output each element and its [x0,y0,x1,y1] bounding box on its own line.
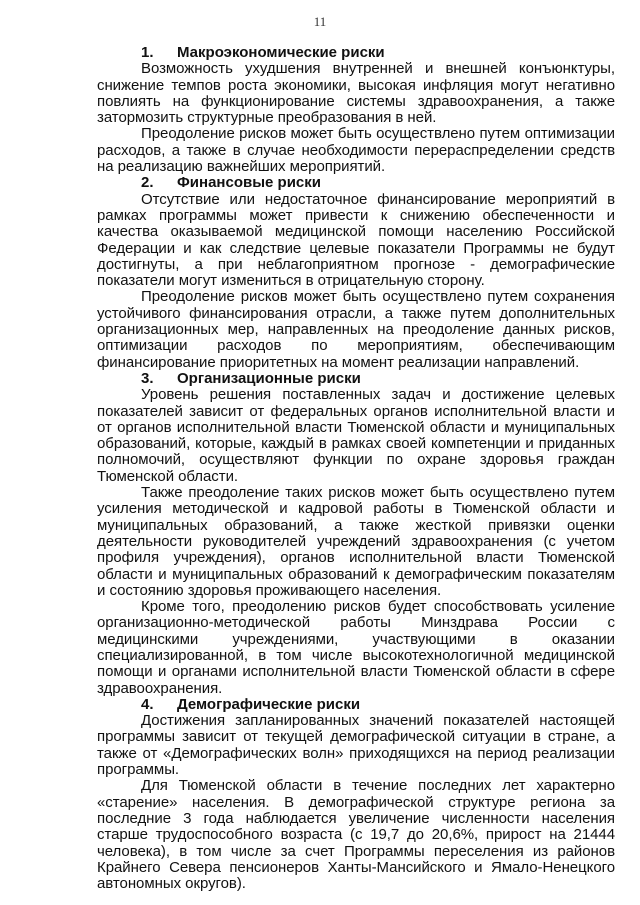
page-number: 11 [313,14,327,29]
section-number: 4. [141,695,154,713]
paragraph: Преодоление рисков может быть осуществлено путем сохранения устойчивого финансирования отрасли, а также путем дополнительных организационных мер, направленных на преодоление данных рисков, оптимизации расходов по мероприятиям, обеспечивающим финансирование приоритетных на момент реализации направлений. [97,288,615,371]
paragraph: Преодоление рисков может быть осуществлено путем оптимизации расходов, а также в случае необходимости перераспределении средств на реализацию важнейших мероприятий. [97,125,615,176]
paragraph: Отсутствие или недостаточное финансирование мероприятий в рамках программы может привести к снижению обеспеченности и качества оказываемой медицинской помощи населению Российской Федерации и как следствие целевые показатели Программы не будут достигнуты, а при неблагоприятном прогнозе - демографические показатели могут измениться в отрицательную сторону. [97,190,615,290]
section-title: Макроэкономические риски [177,44,385,61]
section-title: Организационные риски [177,369,361,387]
section-organizational-risks [97,371,615,697]
section-number: 3. [141,369,154,387]
section-heading [97,371,615,387]
section-heading [97,697,615,713]
paragraph: Кроме того, преодолению рисков будет способствовать усиление организационно-методической работы Минздрава России с медицинскими учреждениями, участвующими в оказании специализированной, в том числе высокотехнологичной медицинской помощи и органами исполнительной власти Тюменской области в сфере здравоохранения. [97,598,615,697]
section-financial-risks [97,175,615,371]
document-body [97,45,615,892]
paragraph: Возможность ухудшения внутренней и внешней конъюнктуры, снижение темпов роста экономики, высокая инфляция могут негативно повлиять на функционирование системы здравоохранения, а также затормозить структурные преобразования в ней. [97,60,615,127]
section-title: Демографические риски [177,695,361,713]
section-heading [97,45,615,61]
section-demographic-risks [97,697,615,893]
paragraph: Также преодоление таких рисков может быть осуществлено путем усиления методической и кадровой работы в Тюменской области и муниципальных образований, а также жесткой привязки оценки деятельности руководителей учреждений здравоохранения (с учетом профиля учреждения), органов исполнительной власти Тюменской области и муниципальных образований к демографическим показателям и состоянию здоровья проживающего населения. [97,484,615,599]
paragraph: Достижения запланированных значений показателей настоящей программы зависит от текущей демографической ситуации в стране, а также от «Демографических волн» приходящихся на период реализации программы. [97,712,615,779]
paragraph: Для Тюменской области в течение последних лет характерно «старение» населения. В демографической структуре региона за последние 3 года наблюдается увеличение численности населения старше трудоспособного возраста (с 19,7 до 20,6%, прирост на 21444 человека), в том числе за счет Программы переселения из районов Крайнего Севера пенсионеров Ханты-Мансийского и Ямало-Ненецкого автономных округов). [97,777,615,893]
paragraph: Уровень решения поставленных задач и достижение целевых показателей зависит от федеральных органов исполнительной власти и от органов исполнительной власти Тюменской области и муниципальных образований, которые, каждый в рамках своей компетенции и приданных полномочий, осуществляют функции по охране здоровья граждан Тюменской области. [97,386,615,485]
section-macroeconomic-risks [97,45,615,175]
section-number: 2. [141,174,154,192]
section-number: 1. [141,44,154,61]
section-heading [97,175,615,191]
section-title: Финансовые риски [177,174,321,192]
